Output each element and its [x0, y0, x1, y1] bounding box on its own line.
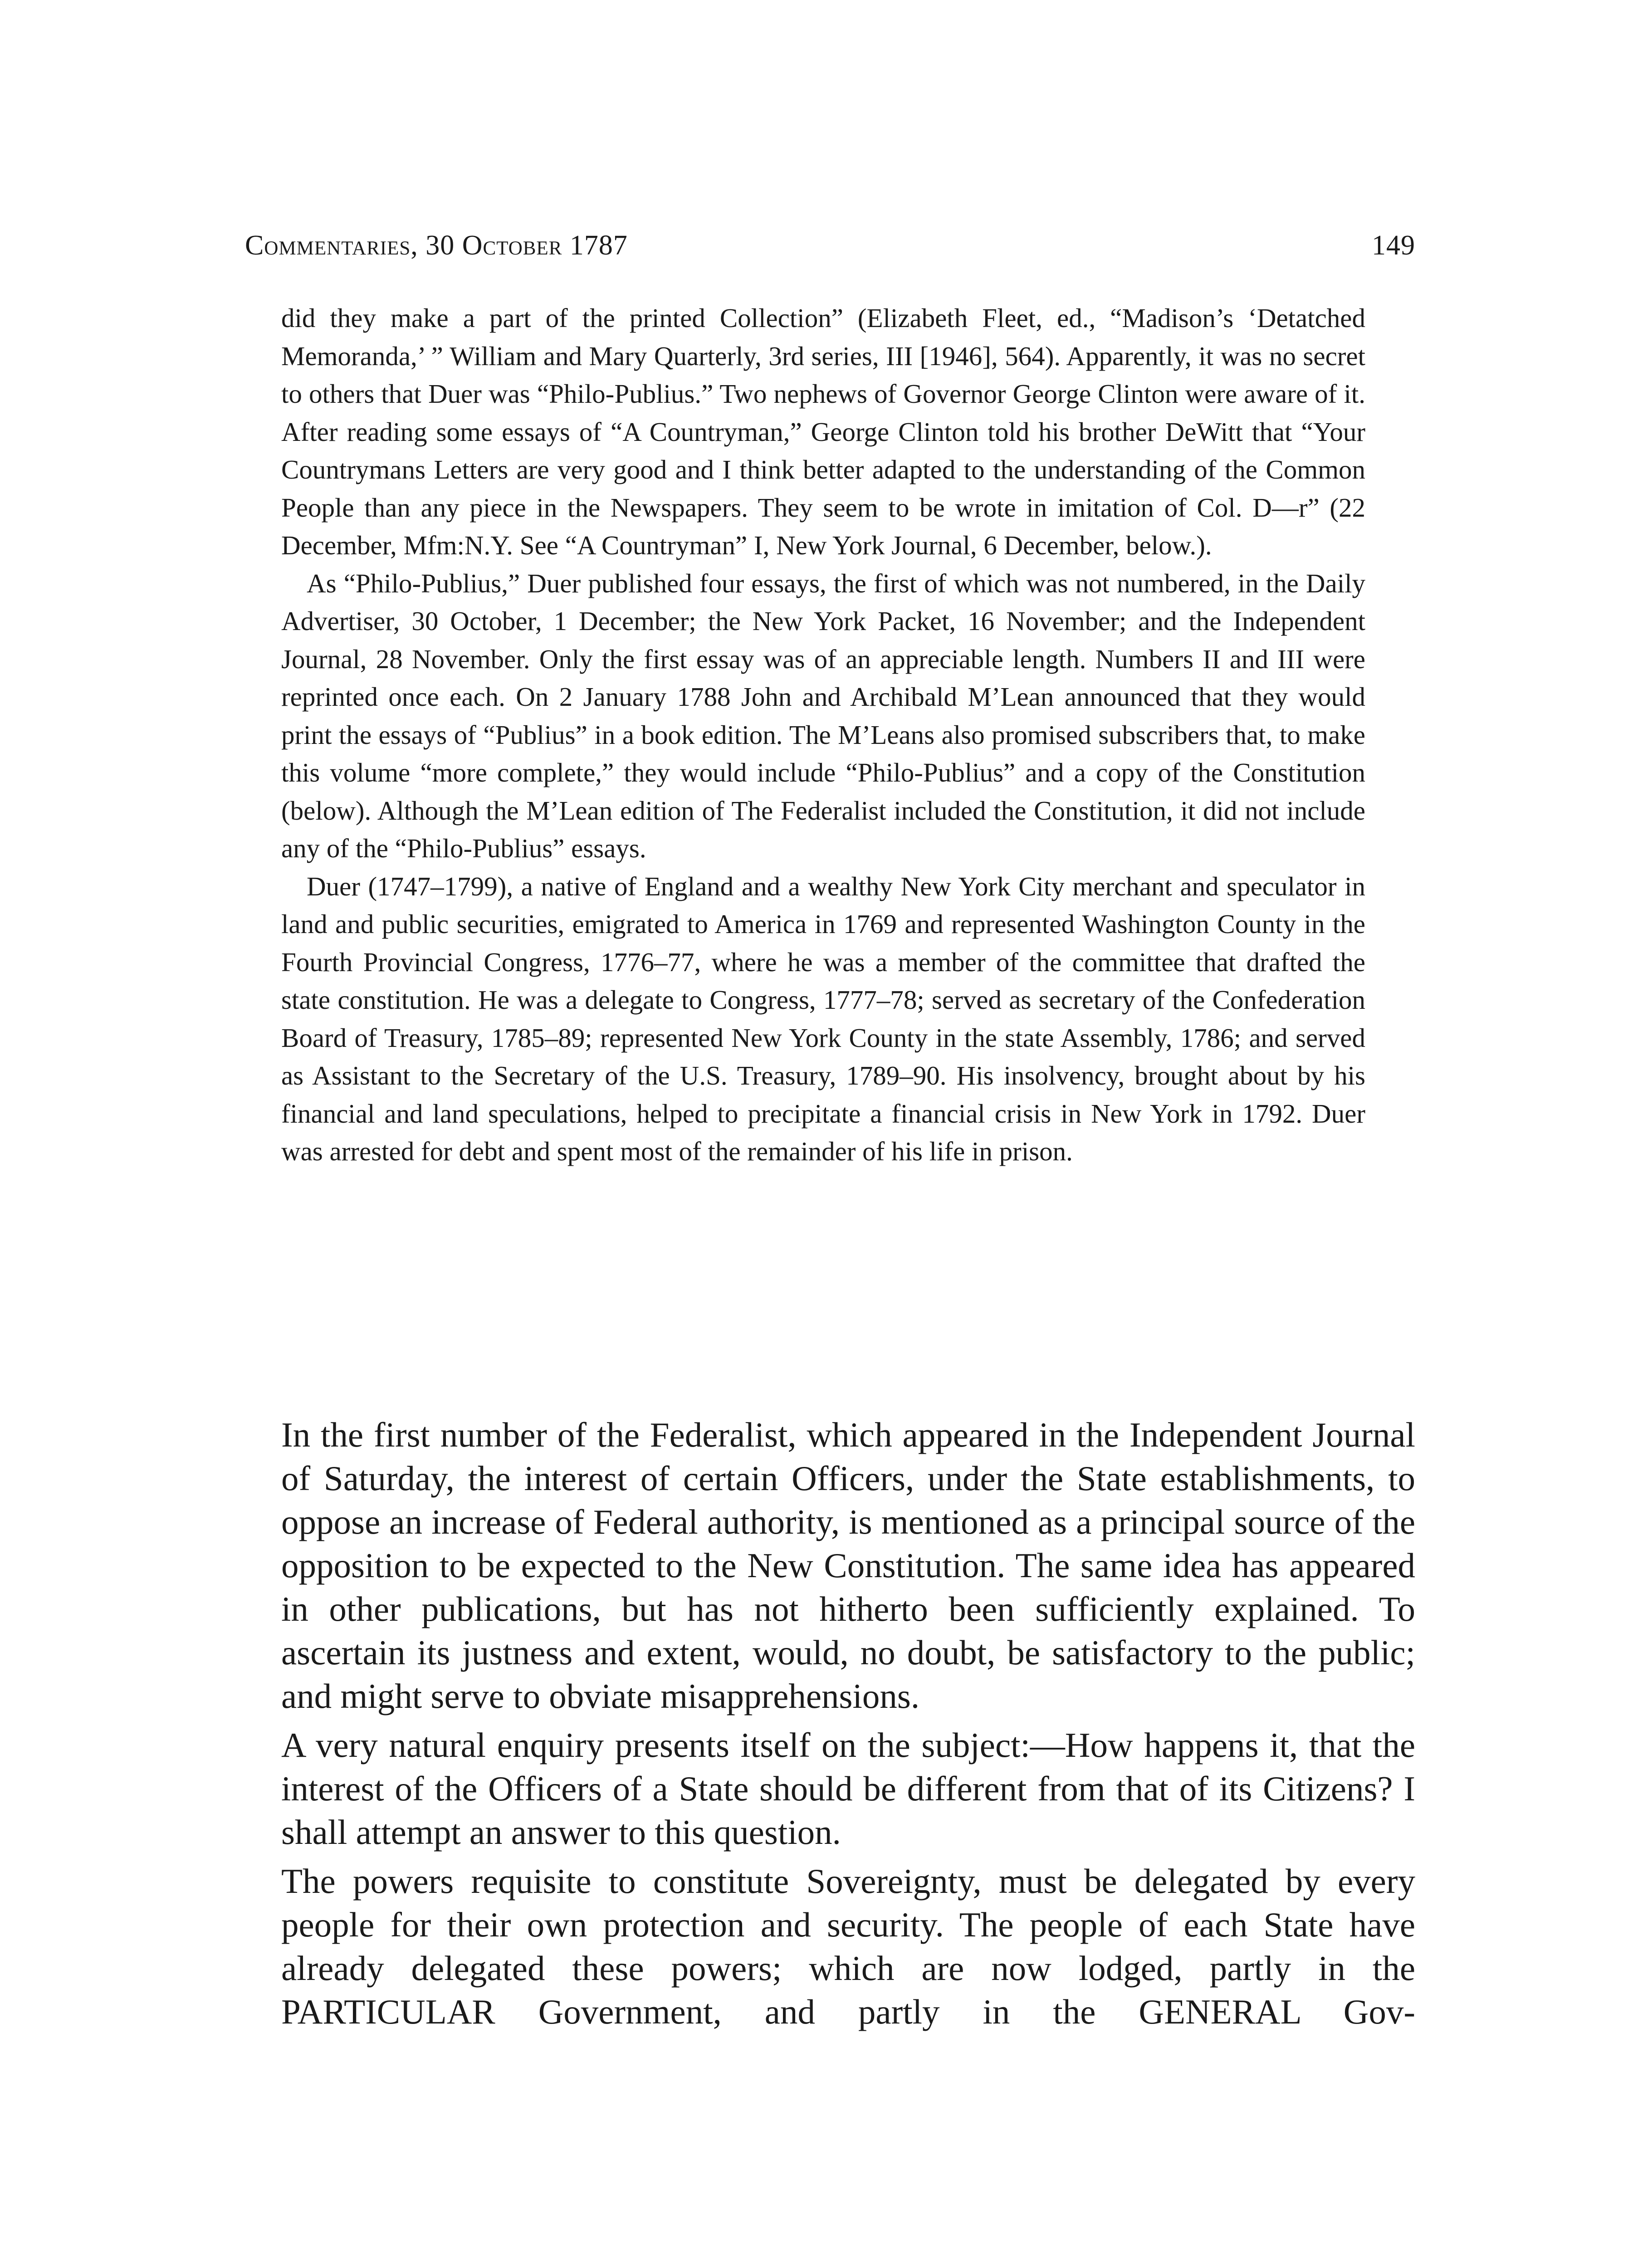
essay-text [281, 1413, 1415, 2033]
essay-paragraph: A very natural enquiry presents itself on the subject:—How happens it, that the interest of the Officers of a State should be different from that of its Citizens? I shall attempt an answer to this question. [281, 1725, 1415, 1852]
page-number: 149 [1372, 230, 1415, 261]
editorial-note [281, 299, 1365, 1171]
running-head-title: Commentaries, 30 October 1787 [245, 230, 628, 261]
note-paragraph: Duer (1747–1799), a native of England and a wealthy New York City merchant and speculator in land and public securities, emigrated to America in 1769 and represented Washington County in the Fourth Provincial Congress, 1776–77, where he was a member of the committee that drafted the state constitution. He was a delegate to Congress, 1777–78; served as secretary of the Confederation Board of Treasury, 1785–89; represented New York County in the state Assembly, 1786; and served as Assistant to the Secretary of the U.S. Treasury, 1789–90. His insolvency, brought about by his financial and land speculations, helped to precipitate a financial crisis in New York in 1792. Duer was arrested for debt and spent most of the remainder of his life in prison. [281, 871, 1365, 1166]
essay-paragraph: In the first number of the Federalist, which appeared in the Independent Journal of Saturday, the interest of certain Officers, under the State establishments, to oppose an increase of Federal authority, is mentioned as a principal source of the opposition to be expected to the New Constitution. The same idea has appeared in other publications, but has not hitherto been sufficiently explained. To ascertain its justness and extent, would, no doubt, be satisfactory to the public; and might serve to obviate misapprehensions. [281, 1415, 1415, 1716]
running-head [245, 225, 1415, 266]
essay-paragraph: The powers requisite to constitute Sovereignty, must be delegated by every people for their own protection and security. The people of each State have already delegated these powers; which are now lodged, partly in the PARTICULAR Government, and partly in the GENERAL Gov- [281, 1862, 1415, 2031]
note-paragraph: As “Philo-Publius,” Duer published four essays, the first of which was not numbered, in the Daily Advertiser, 30 October, 1 December; the New York Packet, 16 November; and the Independent Journal, 28 November. Only the first essay was of an appreciable length. Numbers II and III were reprinted once each. On 2 January 1788 John and Archibald M’Lean announced that they would print the essays of “Publius” in a book edition. The M’Leans also promised subscribers that, to make this volume “more complete,” they would include “Philo-Publius” and a copy of the Constitution (below). Although the M’Lean edition of The Federalist included the Constitution, it did not include any of the “Philo-Publius” essays. [281, 568, 1365, 863]
note-paragraph: did they make a part of the printed Collection” (Elizabeth Fleet, ed., “Madison’s ‘Detatched Memoranda,’ ” William and Mary Quarterly, 3rd series, III [1946], 564). Apparently, it was no secret to others that Duer was “Philo-Publius.” Two nephews of Governor George Clinton were aware of it. After reading some essays of “A Countryman,” George Clinton told his brother DeWitt that “Your Countrymans Letters are very good and I think better adapted to the understanding of the Common People than any piece in the Newspapers. They seem to be wrote in imitation of Col. D—r” (22 December, Mfm:N.Y. See “A Countryman” I, New York Journal, 6 December, below.). [281, 303, 1365, 560]
